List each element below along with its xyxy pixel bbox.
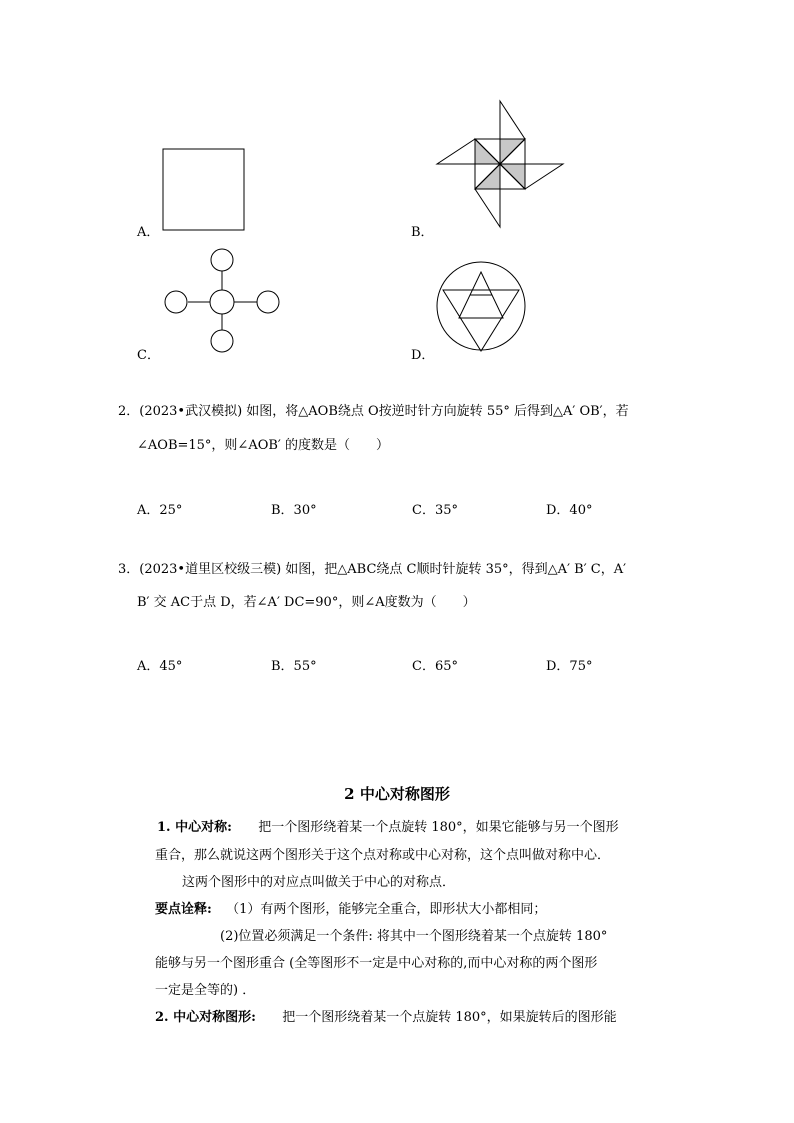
q3-line1: 3．(2023•道里区校级三模) 如图，把△ABC绕点 C顺时针旋转 35°，得到△A′ B′ C，A′ <box>118 562 627 577</box>
q3-answer-b: B．55° <box>271 659 317 674</box>
section-title: 2 中心对称图形 <box>344 785 450 803</box>
definition-1-label: 1. 中心对称: <box>157 820 232 835</box>
q2-answer-a: A．25° <box>137 503 183 518</box>
definition-1-cont: 重合，那么就说这两个图形关于这个点对称或中心对称，这个点叫做对称中心． <box>155 848 611 863</box>
q2-answer-d: D．40° <box>546 503 593 518</box>
q2-line2: ∠AOB=15°，则∠AOB′ 的度数是（ ） <box>137 438 390 453</box>
option-c-label: C． <box>137 348 160 363</box>
definition-2-label: 2. 中心对称图形: <box>155 1010 256 1025</box>
q2-answer-c: C．35° <box>412 503 458 518</box>
paragraph-4: (2)位置必须满足一个条件: 将其中一个图形绕着某一个点旋转 180° <box>220 929 608 944</box>
q2-line1: 2．(2023•武汉模拟) 如图，将△AOB绕点 O按逆时针方向旋转 55° 后得到△A′ OB′，若 <box>118 404 629 419</box>
definition-1-text: 把一个图形绕着某一个点旋转 180°，如果它能够与另一个图形 <box>258 820 619 835</box>
option-b-pinwheel <box>437 101 563 227</box>
paragraph-6: 一定是全等的) ． <box>155 983 256 998</box>
paragraph-5: 能够与另一个图形重合 (全等图形不一定是中心对称的,而中心对称的两个图形 <box>155 956 598 971</box>
option-d-label: D． <box>411 348 435 363</box>
option-a-label: A． <box>137 225 160 240</box>
q2-answer-b: B．30° <box>271 503 317 518</box>
key-points-text: （1）有两个图形，能够完全重合，即形状大小都相同； <box>226 902 547 917</box>
key-points-label: 要点诠释: <box>155 902 212 917</box>
key-points <box>155 898 546 917</box>
q3-answer-a: A．45° <box>137 659 183 674</box>
paragraph-2: 这两个图形中的对应点叫做关于中心的对称点． <box>182 875 456 890</box>
q3-line2: B′ 交 AC于点 D，若∠A′ DC=90°，则∠A度数为（ ） <box>137 595 476 610</box>
option-b-label: B． <box>411 225 434 240</box>
definition-2 <box>155 1006 617 1025</box>
option-d-circle-triangles <box>437 262 525 351</box>
q3-answer-c: C．65° <box>412 659 458 674</box>
option-a-square <box>163 149 244 230</box>
definition-1 <box>157 816 619 835</box>
q3-answer-d: D．75° <box>546 659 593 674</box>
definition-2-text: 把一个图形绕着某一个点旋转 180°，如果旋转后的图形能 <box>282 1010 617 1025</box>
option-c-circle-cross <box>165 249 279 352</box>
